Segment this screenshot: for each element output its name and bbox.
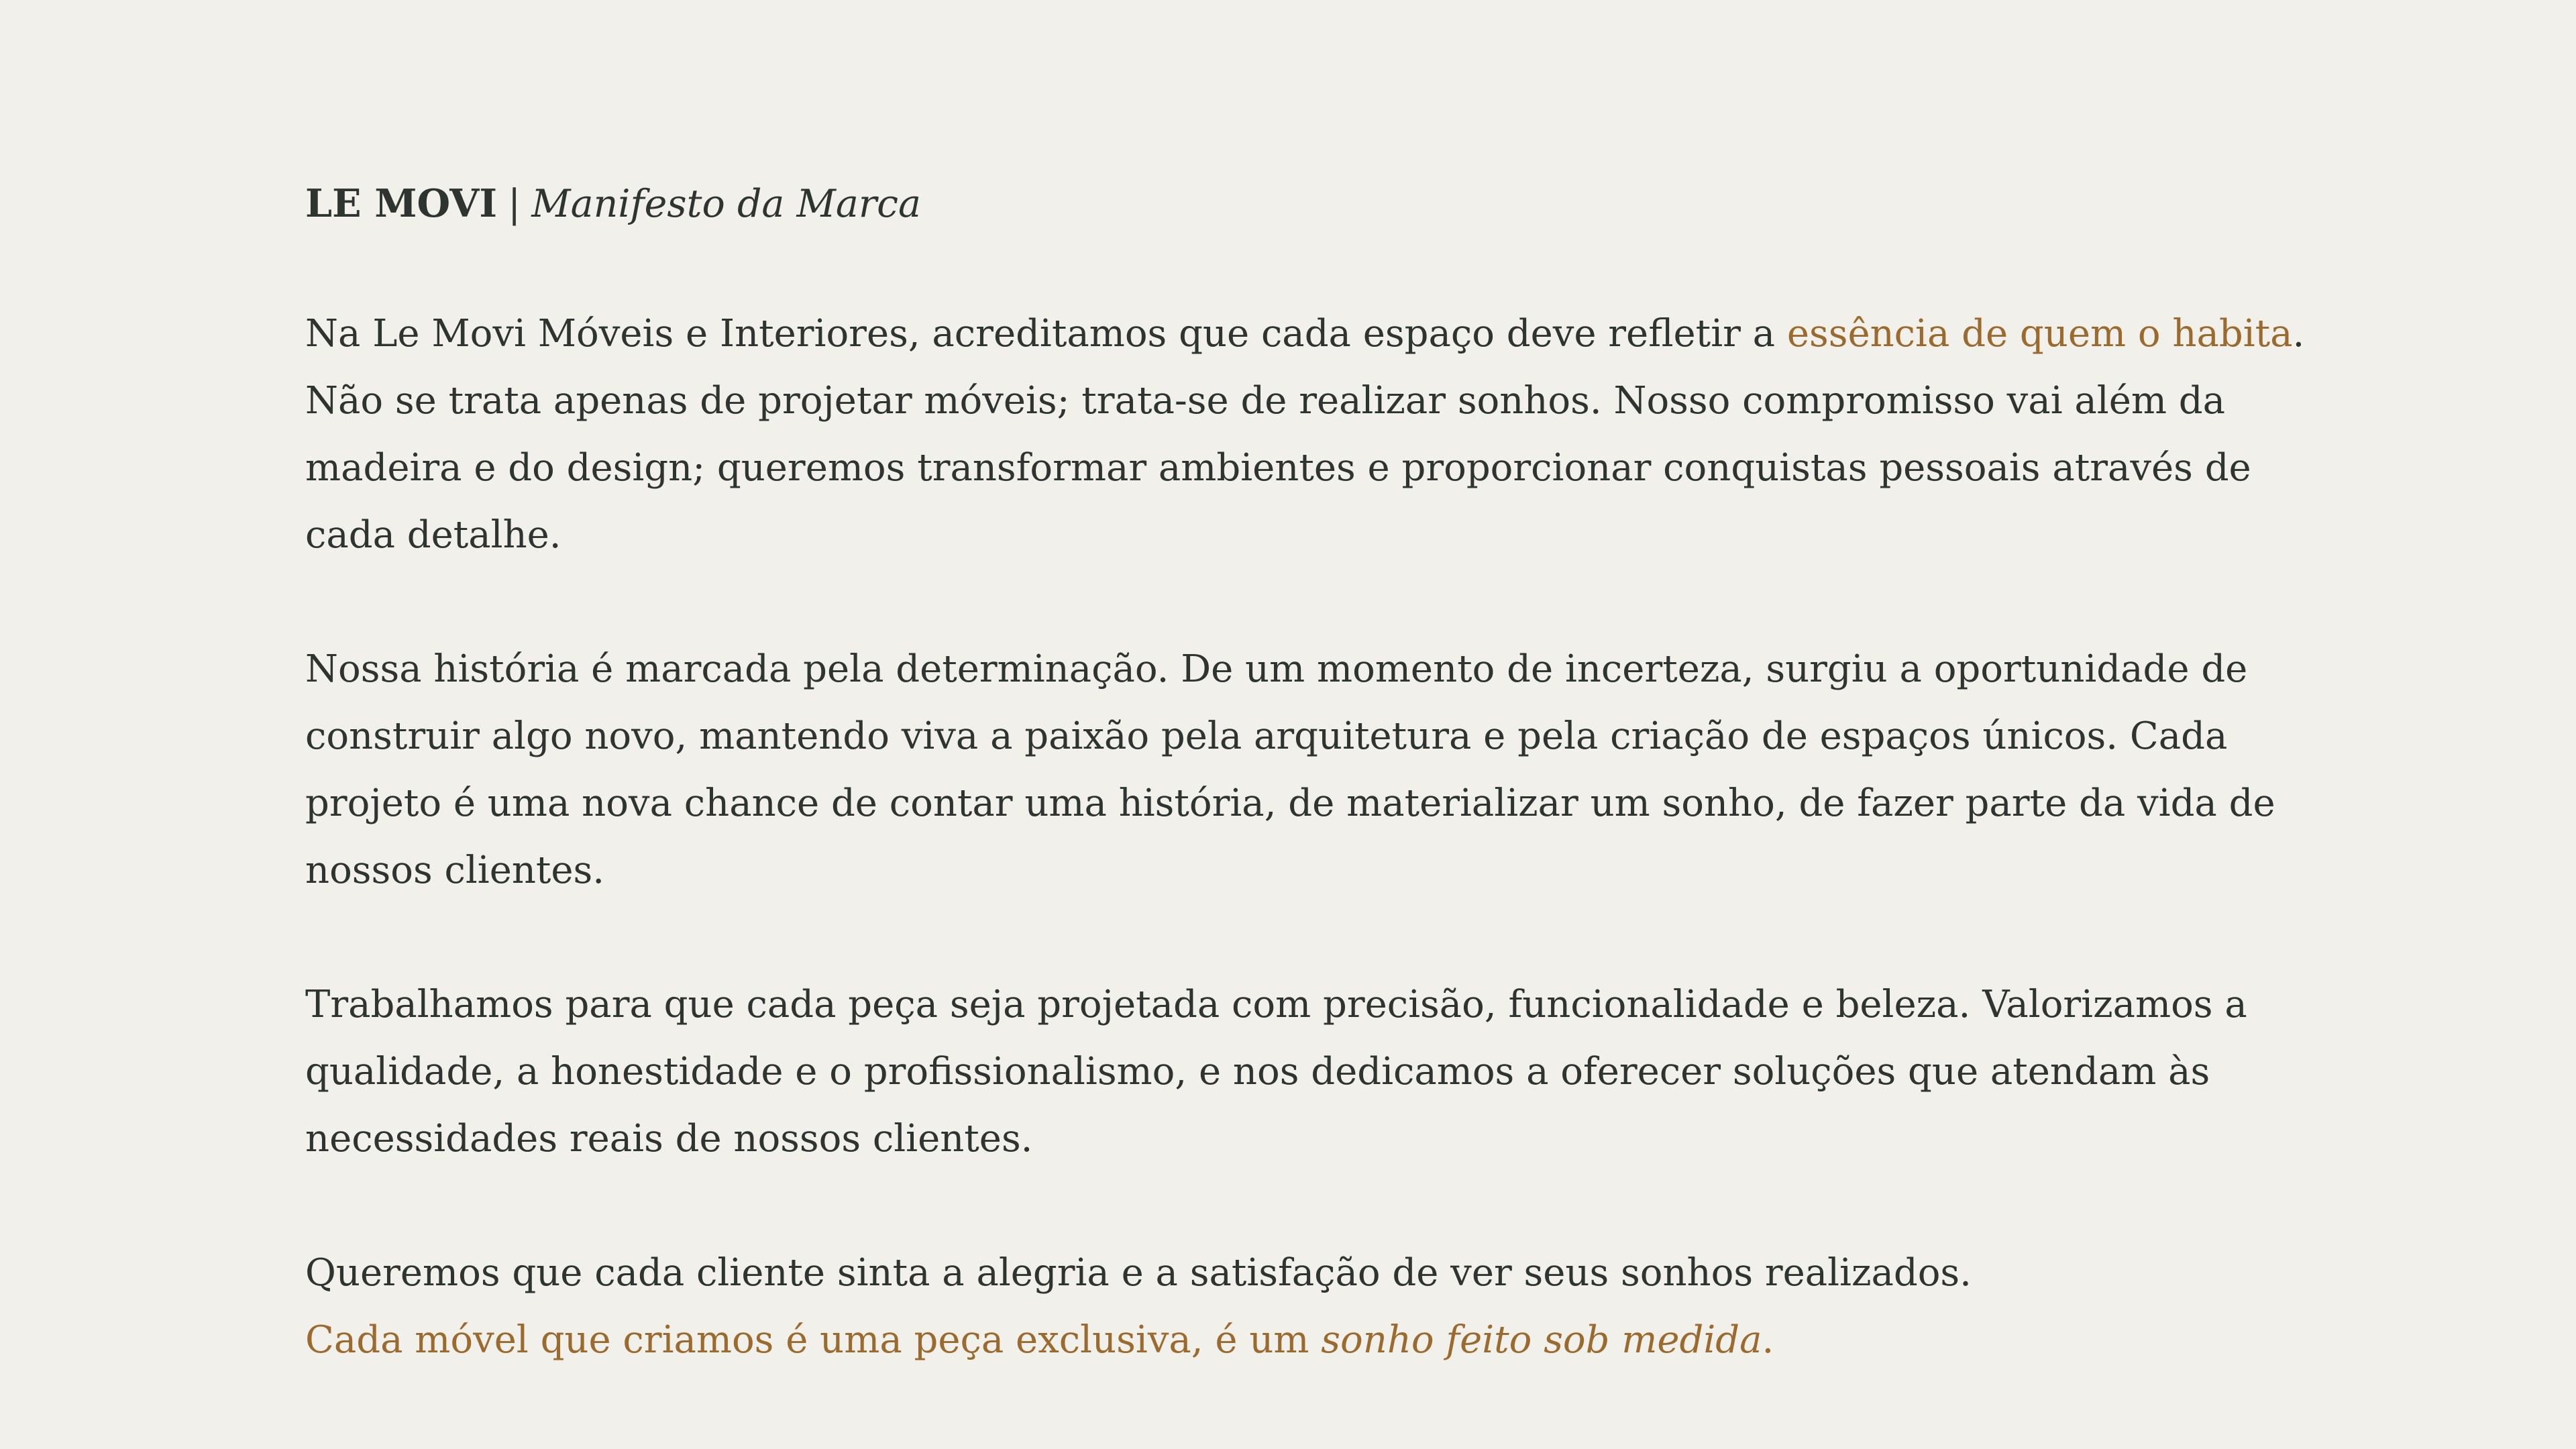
closing-highlight-period: . [1762,1318,1774,1362]
closing-highlight [305,1307,2318,1374]
page-subtitle: Manifesto da Marca [531,182,922,226]
paragraph-history: Nossa história é marcada pela determinação. De um momento de incerteza, surgiu a oportunidade de construir algo novo, mantendo viva a paixão pela arquitetura e pela criação de espaços únicos. Cada projeto é uma nova chance de contar uma história, de materializar um sonho, de fazer parte da vida de nossos clientes. [305,647,2275,893]
closing-highlight-italic: sonho feito sob medida [1321,1318,1762,1362]
title-separator: | [508,182,521,226]
page-title [305,181,2318,227]
closing-highlight-text: Cada móvel que criamos é uma peça exclusiva, é um [305,1318,1322,1362]
manifesto-page [305,181,2318,1374]
intro-text: Na Le Movi Móveis e Interiores, acreditamos que cada espaço deve refletir a [305,312,1787,356]
closing-statement: Queremos que cada cliente sinta a alegria e a satisfação de ver seus sonhos realizados. [305,1251,1972,1295]
intro-continuation: Não se trata apenas de projetar móveis; trata-se de realizar sonhos. Nosso compromisso vai além da madeira e do design; queremos transformar ambientes e proporcionar conquistas pessoais através de cada detalhe. [305,379,2251,557]
intro-highlight: essência de quem o habita [1786,312,2293,356]
paragraph-closing [305,1240,2318,1374]
paragraph-intro [305,301,2318,569]
paragraph-values: Trabalhamos para que cada peça seja projetada com precisão, funcionalidade e beleza. Valorizamos a qualidade, a honestidade e o profissionalismo, e nos dedicamos a oferecer soluções que atendam às necessidades reais de nossos clientes. [305,983,2247,1161]
intro-period: . [2292,312,2305,356]
brand-name: LE MOVI [305,181,498,226]
